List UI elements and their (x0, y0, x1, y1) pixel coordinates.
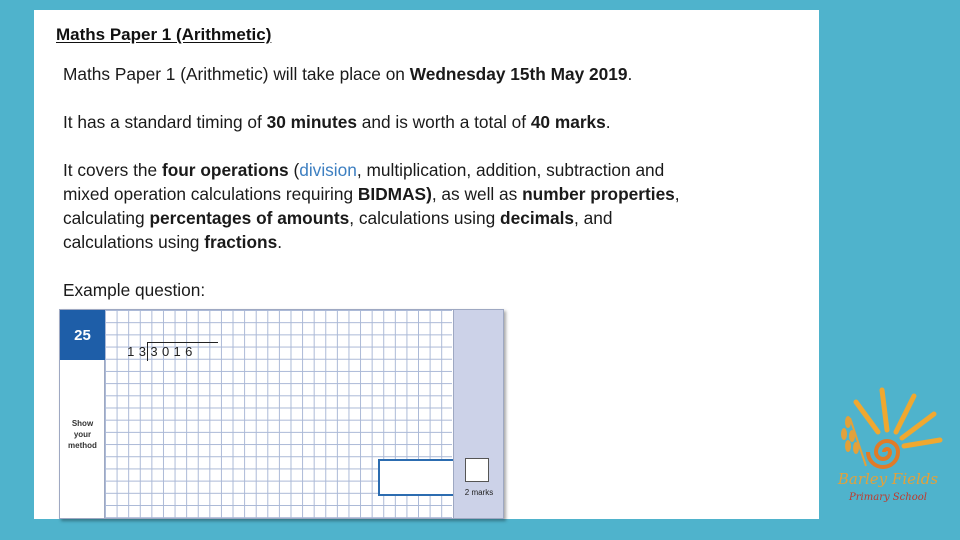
question-margin (60, 310, 105, 518)
slide-page (34, 10, 819, 519)
division-sum (125, 344, 195, 359)
divisor-digit: 3 (138, 344, 146, 359)
page-title: Maths Paper 1 (Arithmetic) (56, 25, 272, 44)
dividend-digit: 0 (161, 344, 170, 359)
marks-box (465, 458, 489, 482)
question-number: 25 (60, 310, 105, 360)
coverage-line-3: calculating percentages of amounts, calculations using decimals, and (63, 208, 613, 228)
example-question-sheet (59, 309, 504, 519)
paragraph-timing: It has a standard timing of 30 minutes and is worth a total of 40 marks. (63, 112, 611, 132)
dividend-digit: 1 (173, 344, 181, 359)
coverage-line-1: It covers the four operations (division, multiplication, addition, subtraction and (63, 160, 665, 180)
marks-label: 2 marks (464, 488, 494, 497)
coverage-line-2: mixed operation calculations requiring BIDMAS), as well as number properties, (63, 184, 680, 204)
example-heading: Example question: (63, 280, 206, 300)
marks-column (453, 310, 503, 518)
divisor-digit: 1 (127, 344, 135, 359)
paragraph-coverage (63, 158, 680, 254)
school-name: Barley Fields (837, 470, 939, 488)
paragraph-date: Maths Paper 1 (Arithmetic) will take place on Wednesday 15th May 2019. (63, 64, 633, 84)
coverage-line-4: calculations using fractions. (63, 232, 283, 252)
show-method-label: Show your method (68, 419, 97, 450)
school-subtitle: Primary School (849, 492, 927, 503)
dividend-digit: 3 (150, 344, 158, 359)
answer-box[interactable] (378, 459, 464, 496)
dividend-digit: 6 (185, 344, 193, 359)
